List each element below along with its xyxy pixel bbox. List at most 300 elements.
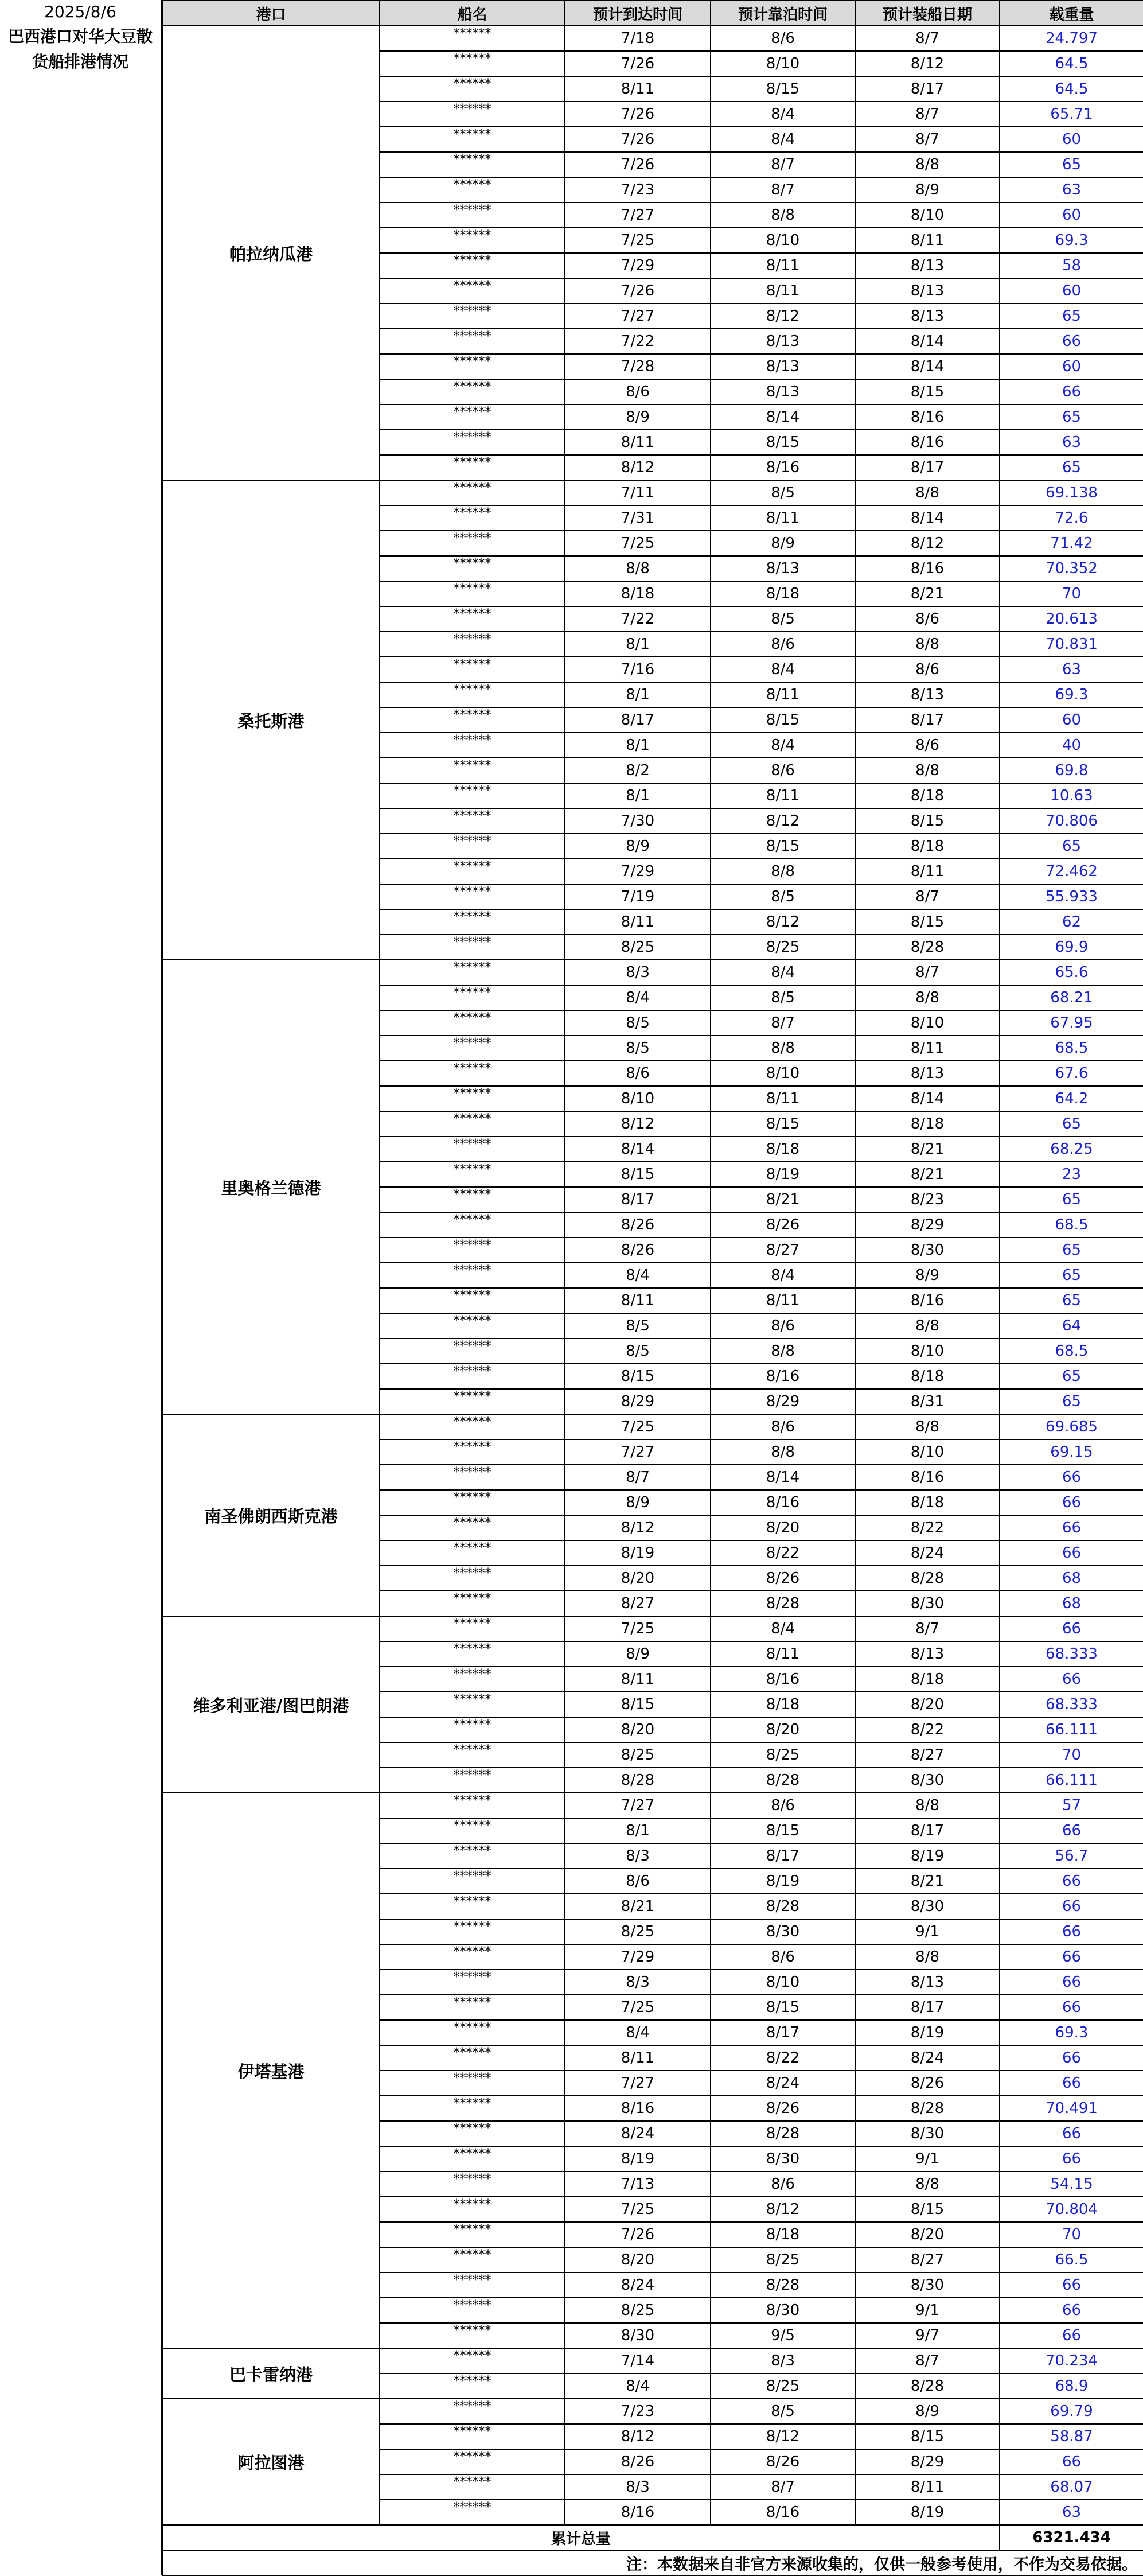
loading-date: 8/10 bbox=[855, 1439, 1000, 1465]
arrival-date: 7/25 bbox=[565, 531, 711, 556]
loading-date: 8/17 bbox=[855, 455, 1000, 480]
tonnage: 70 bbox=[1000, 1742, 1143, 1768]
loading-date: 8/13 bbox=[855, 253, 1000, 278]
loading-date: 8/8 bbox=[855, 632, 1000, 657]
report-title: 巴西港口对华大豆散货船排港情况 bbox=[7, 27, 153, 71]
loading-date: 8/12 bbox=[855, 531, 1000, 556]
ship-name: ****** bbox=[380, 127, 565, 152]
tonnage: 70 bbox=[1000, 2222, 1143, 2247]
arrival-date: 8/3 bbox=[565, 2474, 711, 2500]
berthing-date: 8/28 bbox=[711, 1894, 855, 1919]
tonnage: 67.6 bbox=[1000, 1061, 1143, 1086]
table-row bbox=[162, 2399, 1143, 2424]
arrival-date: 8/11 bbox=[565, 1667, 711, 1692]
berthing-date: 8/22 bbox=[711, 1540, 855, 1566]
arrival-date: 8/17 bbox=[565, 707, 711, 733]
ship-name: ****** bbox=[380, 909, 565, 935]
loading-date: 8/19 bbox=[855, 2020, 1000, 2045]
berthing-date: 8/15 bbox=[711, 1818, 855, 1843]
arrival-date: 8/28 bbox=[565, 1768, 711, 1793]
berthing-date: 8/17 bbox=[711, 1843, 855, 1869]
ship-name: ****** bbox=[380, 26, 565, 51]
loading-date: 8/31 bbox=[855, 1389, 1000, 1414]
berthing-date: 8/6 bbox=[711, 758, 855, 783]
loading-date: 8/28 bbox=[855, 1566, 1000, 1591]
arrival-date: 7/26 bbox=[565, 102, 711, 127]
ship-name: ****** bbox=[380, 2146, 565, 2172]
berthing-date: 8/5 bbox=[711, 480, 855, 505]
arrival-date: 8/1 bbox=[565, 1818, 711, 1843]
table-row bbox=[162, 1793, 1143, 1818]
loading-date: 8/30 bbox=[855, 1238, 1000, 1263]
loading-date: 8/15 bbox=[855, 379, 1000, 404]
tonnage: 66 bbox=[1000, 2449, 1143, 2474]
berthing-date: 8/4 bbox=[711, 102, 855, 127]
tonnage: 55.933 bbox=[1000, 884, 1143, 909]
berthing-date: 8/10 bbox=[711, 228, 855, 253]
loading-date: 8/17 bbox=[855, 1995, 1000, 2020]
ship-name: ****** bbox=[380, 1717, 565, 1742]
arrival-date: 8/17 bbox=[565, 1187, 711, 1212]
schedule-table bbox=[162, 0, 1143, 2576]
tonnage: 70.831 bbox=[1000, 632, 1143, 657]
berthing-date: 8/29 bbox=[711, 1389, 855, 1414]
berthing-date: 8/25 bbox=[711, 2247, 855, 2273]
tonnage: 66 bbox=[1000, 2121, 1143, 2146]
ship-name: ****** bbox=[380, 935, 565, 960]
loading-date: 8/6 bbox=[855, 606, 1000, 632]
berthing-date: 8/11 bbox=[711, 253, 855, 278]
ship-name: ****** bbox=[380, 1490, 565, 1515]
arrival-date: 8/5 bbox=[565, 1313, 711, 1338]
ship-name: ****** bbox=[380, 2222, 565, 2247]
tonnage: 68.5 bbox=[1000, 1338, 1143, 1364]
arrival-date: 7/18 bbox=[565, 26, 711, 51]
tonnage: 68.25 bbox=[1000, 1137, 1143, 1162]
berthing-date: 8/26 bbox=[711, 1566, 855, 1591]
ship-name: ****** bbox=[380, 2323, 565, 2348]
loading-date: 8/10 bbox=[855, 1338, 1000, 1364]
ship-name: ****** bbox=[380, 834, 565, 859]
berthing-date: 8/11 bbox=[711, 1288, 855, 1313]
arrival-date: 8/9 bbox=[565, 1490, 711, 1515]
tonnage: 68.9 bbox=[1000, 2373, 1143, 2399]
loading-date: 8/30 bbox=[855, 2121, 1000, 2146]
tonnage: 60 bbox=[1000, 203, 1143, 228]
ship-name: ****** bbox=[380, 1540, 565, 1566]
ship-name: ****** bbox=[380, 632, 565, 657]
arrival-date: 8/16 bbox=[565, 2096, 711, 2121]
loading-date: 8/21 bbox=[855, 1869, 1000, 1894]
table-body bbox=[162, 26, 1143, 2525]
arrival-date: 8/16 bbox=[565, 2500, 711, 2525]
loading-date: 8/17 bbox=[855, 1818, 1000, 1843]
arrival-date: 7/25 bbox=[565, 1616, 711, 1641]
berthing-date: 8/11 bbox=[711, 1086, 855, 1111]
loading-date: 8/18 bbox=[855, 1490, 1000, 1515]
tonnage: 65 bbox=[1000, 455, 1143, 480]
tonnage: 66.5 bbox=[1000, 2247, 1143, 2273]
arrival-date: 8/12 bbox=[565, 455, 711, 480]
arrival-date: 7/27 bbox=[565, 203, 711, 228]
report-date: 2025/8/6 bbox=[44, 2, 116, 21]
ship-name: ****** bbox=[380, 278, 565, 303]
loading-date: 8/19 bbox=[855, 1843, 1000, 1869]
berthing-date: 8/15 bbox=[711, 834, 855, 859]
ship-name: ****** bbox=[380, 783, 565, 808]
loading-date: 9/1 bbox=[855, 2146, 1000, 2172]
tonnage: 60 bbox=[1000, 707, 1143, 733]
note-row bbox=[162, 2550, 1143, 2575]
ship-name: ****** bbox=[380, 1389, 565, 1414]
tonnage: 69.3 bbox=[1000, 682, 1143, 707]
tonnage: 60 bbox=[1000, 354, 1143, 379]
ship-name: ****** bbox=[380, 455, 565, 480]
ship-name: ****** bbox=[380, 1944, 565, 1970]
berthing-date: 8/4 bbox=[711, 1616, 855, 1641]
loading-date: 8/24 bbox=[855, 1540, 1000, 1566]
loading-date: 8/21 bbox=[855, 1162, 1000, 1187]
port-name: 桑托斯港 bbox=[162, 480, 380, 960]
ship-name: ****** bbox=[380, 1111, 565, 1137]
arrival-date: 8/19 bbox=[565, 1540, 711, 1566]
ship-name: ****** bbox=[380, 1793, 565, 1818]
arrival-date: 8/25 bbox=[565, 2298, 711, 2323]
arrival-date: 7/25 bbox=[565, 1414, 711, 1439]
tonnage: 70.234 bbox=[1000, 2348, 1143, 2373]
header-row bbox=[162, 1, 1143, 26]
tonnage: 66 bbox=[1000, 1515, 1143, 1540]
arrival-date: 8/20 bbox=[565, 2247, 711, 2273]
tonnage: 65.6 bbox=[1000, 960, 1143, 985]
berthing-date: 8/21 bbox=[711, 1187, 855, 1212]
table-row bbox=[162, 26, 1143, 51]
tonnage: 56.7 bbox=[1000, 1843, 1143, 1869]
loading-date: 8/7 bbox=[855, 960, 1000, 985]
loading-date: 8/13 bbox=[855, 1641, 1000, 1667]
tonnage: 66 bbox=[1000, 1667, 1143, 1692]
loading-date: 8/7 bbox=[855, 2348, 1000, 2373]
berthing-date: 8/8 bbox=[711, 1439, 855, 1465]
ship-name: ****** bbox=[380, 51, 565, 76]
tonnage: 72.6 bbox=[1000, 505, 1143, 531]
tonnage: 68.5 bbox=[1000, 1212, 1143, 1238]
loading-date: 9/1 bbox=[855, 2298, 1000, 2323]
berthing-date: 8/10 bbox=[711, 1970, 855, 1995]
tonnage: 69.3 bbox=[1000, 2020, 1143, 2045]
loading-date: 8/9 bbox=[855, 2399, 1000, 2424]
tonnage: 40 bbox=[1000, 733, 1143, 758]
loading-date: 8/7 bbox=[855, 102, 1000, 127]
tonnage: 23 bbox=[1000, 1162, 1143, 1187]
berthing-date: 8/5 bbox=[711, 985, 855, 1010]
ship-name: ****** bbox=[380, 404, 565, 430]
loading-date: 8/12 bbox=[855, 51, 1000, 76]
berthing-date: 8/11 bbox=[711, 278, 855, 303]
tonnage: 66 bbox=[1000, 2298, 1143, 2323]
arrival-date: 8/9 bbox=[565, 1641, 711, 1667]
ship-name: ****** bbox=[380, 1995, 565, 2020]
berthing-date: 8/7 bbox=[711, 1010, 855, 1036]
ship-name: ****** bbox=[380, 1036, 565, 1061]
loading-date: 8/14 bbox=[855, 505, 1000, 531]
ship-name: ****** bbox=[380, 1061, 565, 1086]
tonnage: 66 bbox=[1000, 1540, 1143, 1566]
loading-date: 8/16 bbox=[855, 1288, 1000, 1313]
tonnage: 69.685 bbox=[1000, 1414, 1143, 1439]
tonnage: 63 bbox=[1000, 430, 1143, 455]
loading-date: 8/28 bbox=[855, 2096, 1000, 2121]
berthing-date: 8/10 bbox=[711, 51, 855, 76]
arrival-date: 7/16 bbox=[565, 657, 711, 682]
loading-date: 8/26 bbox=[855, 2071, 1000, 2096]
berthing-date: 8/16 bbox=[711, 455, 855, 480]
ship-name: ****** bbox=[380, 1212, 565, 1238]
arrival-date: 8/15 bbox=[565, 1692, 711, 1717]
arrival-date: 8/6 bbox=[565, 1061, 711, 1086]
arrival-date: 7/31 bbox=[565, 505, 711, 531]
port-name: 南圣佛朗西斯克港 bbox=[162, 1414, 380, 1616]
berthing-date: 8/28 bbox=[711, 2273, 855, 2298]
arrival-date: 8/10 bbox=[565, 1086, 711, 1111]
tonnage: 65 bbox=[1000, 152, 1143, 177]
berthing-date: 8/16 bbox=[711, 1667, 855, 1692]
loading-date: 8/20 bbox=[855, 2222, 1000, 2247]
tonnage: 70.352 bbox=[1000, 556, 1143, 581]
loading-date: 8/8 bbox=[855, 1414, 1000, 1439]
loading-date: 8/11 bbox=[855, 228, 1000, 253]
ship-name: ****** bbox=[380, 1313, 565, 1338]
tonnage: 66 bbox=[1000, 379, 1143, 404]
loading-date: 8/13 bbox=[855, 1970, 1000, 1995]
loading-date: 8/28 bbox=[855, 935, 1000, 960]
arrival-date: 8/4 bbox=[565, 2020, 711, 2045]
arrival-date: 8/26 bbox=[565, 1238, 711, 1263]
loading-date: 8/15 bbox=[855, 808, 1000, 834]
berthing-date: 8/11 bbox=[711, 783, 855, 808]
ship-name: ****** bbox=[380, 581, 565, 606]
berthing-date: 8/4 bbox=[711, 960, 855, 985]
arrival-date: 7/26 bbox=[565, 127, 711, 152]
loading-date: 8/7 bbox=[855, 884, 1000, 909]
tonnage: 69.79 bbox=[1000, 2399, 1143, 2424]
berthing-date: 8/7 bbox=[711, 152, 855, 177]
loading-date: 8/27 bbox=[855, 1742, 1000, 1768]
tonnage: 68.333 bbox=[1000, 1641, 1143, 1667]
header-ship-name: 船名 bbox=[380, 1, 565, 26]
ship-name: ****** bbox=[380, 2096, 565, 2121]
ship-name: ****** bbox=[380, 2424, 565, 2449]
berthing-date: 8/14 bbox=[711, 1465, 855, 1490]
berthing-date: 8/6 bbox=[711, 2172, 855, 2197]
arrival-date: 8/4 bbox=[565, 2373, 711, 2399]
berthing-date: 8/15 bbox=[711, 707, 855, 733]
berthing-date: 8/6 bbox=[711, 1944, 855, 1970]
ship-name: ****** bbox=[380, 2348, 565, 2373]
table-row bbox=[162, 480, 1143, 505]
ship-name: ****** bbox=[380, 2020, 565, 2045]
berthing-date: 8/8 bbox=[711, 859, 855, 884]
berthing-date: 8/7 bbox=[711, 177, 855, 203]
berthing-date: 8/11 bbox=[711, 505, 855, 531]
berthing-date: 8/30 bbox=[711, 2298, 855, 2323]
ship-name: ****** bbox=[380, 1591, 565, 1616]
ship-name: ****** bbox=[380, 2071, 565, 2096]
ship-name: ****** bbox=[380, 2247, 565, 2273]
berthing-date: 8/3 bbox=[711, 2348, 855, 2373]
arrival-date: 8/14 bbox=[565, 1137, 711, 1162]
arrival-date: 8/6 bbox=[565, 379, 711, 404]
tonnage: 68.07 bbox=[1000, 2474, 1143, 2500]
ship-name: ****** bbox=[380, 1238, 565, 1263]
loading-date: 8/13 bbox=[855, 682, 1000, 707]
arrival-date: 7/23 bbox=[565, 177, 711, 203]
loading-date: 8/17 bbox=[855, 76, 1000, 102]
tonnage: 69.3 bbox=[1000, 228, 1143, 253]
arrival-date: 8/26 bbox=[565, 2449, 711, 2474]
loading-date: 8/30 bbox=[855, 1894, 1000, 1919]
berthing-date: 8/20 bbox=[711, 1717, 855, 1742]
berthing-date: 8/22 bbox=[711, 2045, 855, 2071]
berthing-date: 8/15 bbox=[711, 430, 855, 455]
ship-name: ****** bbox=[380, 228, 565, 253]
berthing-date: 8/12 bbox=[711, 909, 855, 935]
loading-date: 8/7 bbox=[855, 26, 1000, 51]
arrival-date: 8/1 bbox=[565, 632, 711, 657]
loading-date: 8/15 bbox=[855, 909, 1000, 935]
berthing-date: 8/17 bbox=[711, 2020, 855, 2045]
tonnage: 68 bbox=[1000, 1566, 1143, 1591]
berthing-date: 8/25 bbox=[711, 2373, 855, 2399]
tonnage: 65 bbox=[1000, 404, 1143, 430]
berthing-date: 8/12 bbox=[711, 2197, 855, 2222]
tonnage: 66 bbox=[1000, 2071, 1143, 2096]
ship-name: ****** bbox=[380, 1338, 565, 1364]
port-name: 伊塔基港 bbox=[162, 1793, 380, 2348]
arrival-date: 8/1 bbox=[565, 682, 711, 707]
berthing-date: 8/25 bbox=[711, 935, 855, 960]
ship-name: ****** bbox=[380, 733, 565, 758]
arrival-date: 8/25 bbox=[565, 1742, 711, 1768]
ship-name: ****** bbox=[380, 1818, 565, 1843]
ship-name: ****** bbox=[380, 1364, 565, 1389]
loading-date: 8/18 bbox=[855, 1364, 1000, 1389]
berthing-date: 8/6 bbox=[711, 1793, 855, 1818]
schedule-table-container bbox=[162, 0, 1143, 2575]
tonnage: 20.613 bbox=[1000, 606, 1143, 632]
arrival-date: 8/26 bbox=[565, 1212, 711, 1238]
berthing-date: 8/24 bbox=[711, 2071, 855, 2096]
loading-date: 8/17 bbox=[855, 707, 1000, 733]
tonnage: 66 bbox=[1000, 1869, 1143, 1894]
tonnage: 69.8 bbox=[1000, 758, 1143, 783]
ship-name: ****** bbox=[380, 758, 565, 783]
berthing-date: 8/26 bbox=[711, 2096, 855, 2121]
berthing-date: 8/15 bbox=[711, 76, 855, 102]
tonnage: 66 bbox=[1000, 1894, 1143, 1919]
berthing-date: 8/7 bbox=[711, 2474, 855, 2500]
table-row bbox=[162, 1616, 1143, 1641]
tonnage: 65.71 bbox=[1000, 102, 1143, 127]
ship-name: ****** bbox=[380, 2045, 565, 2071]
loading-date: 8/8 bbox=[855, 2172, 1000, 2197]
arrival-date: 8/15 bbox=[565, 1364, 711, 1389]
berthing-date: 8/18 bbox=[711, 1137, 855, 1162]
table-row bbox=[162, 2348, 1143, 2373]
arrival-date: 7/25 bbox=[565, 228, 711, 253]
berthing-date: 8/13 bbox=[711, 556, 855, 581]
berthing-date: 8/18 bbox=[711, 2222, 855, 2247]
loading-date: 8/18 bbox=[855, 1111, 1000, 1137]
tonnage: 69.9 bbox=[1000, 935, 1143, 960]
loading-date: 8/23 bbox=[855, 1187, 1000, 1212]
arrival-date: 8/30 bbox=[565, 2323, 711, 2348]
arrival-date: 8/3 bbox=[565, 1843, 711, 1869]
arrival-date: 8/1 bbox=[565, 733, 711, 758]
loading-date: 8/10 bbox=[855, 203, 1000, 228]
tonnage: 66 bbox=[1000, 1995, 1143, 2020]
ship-name: ****** bbox=[380, 2449, 565, 2474]
total-row bbox=[162, 2525, 1143, 2550]
arrival-date: 8/12 bbox=[565, 1515, 711, 1540]
berthing-date: 8/6 bbox=[711, 632, 855, 657]
berthing-date: 8/27 bbox=[711, 1238, 855, 1263]
loading-date: 8/16 bbox=[855, 404, 1000, 430]
berthing-date: 8/13 bbox=[711, 329, 855, 354]
berthing-date: 8/13 bbox=[711, 379, 855, 404]
berthing-date: 8/5 bbox=[711, 606, 855, 632]
ship-name: ****** bbox=[380, 2474, 565, 2500]
ship-name: ****** bbox=[380, 430, 565, 455]
arrival-date: 7/22 bbox=[565, 606, 711, 632]
berthing-date: 8/15 bbox=[711, 1111, 855, 1137]
arrival-date: 8/7 bbox=[565, 1465, 711, 1490]
side-panel bbox=[0, 0, 162, 2575]
ship-name: ****** bbox=[380, 1667, 565, 1692]
tonnage: 68.21 bbox=[1000, 985, 1143, 1010]
ship-name: ****** bbox=[380, 379, 565, 404]
port-name: 维多利亚港/图巴朗港 bbox=[162, 1616, 380, 1793]
ship-name: ****** bbox=[380, 1515, 565, 1540]
ship-name: ****** bbox=[380, 1616, 565, 1641]
arrival-date: 8/25 bbox=[565, 935, 711, 960]
berthing-date: 8/18 bbox=[711, 1692, 855, 1717]
ship-name: ****** bbox=[380, 76, 565, 102]
arrival-date: 8/4 bbox=[565, 1263, 711, 1288]
table-row bbox=[162, 960, 1143, 985]
ship-name: ****** bbox=[380, 606, 565, 632]
loading-date: 8/27 bbox=[855, 2247, 1000, 2273]
berthing-date: 8/13 bbox=[711, 354, 855, 379]
port-name: 巴卡雷纳港 bbox=[162, 2348, 380, 2399]
berthing-date: 8/4 bbox=[711, 657, 855, 682]
loading-date: 8/10 bbox=[855, 1010, 1000, 1036]
ship-name: ****** bbox=[380, 1414, 565, 1439]
tonnage: 69.138 bbox=[1000, 480, 1143, 505]
berthing-date: 8/30 bbox=[711, 2146, 855, 2172]
tonnage: 70.806 bbox=[1000, 808, 1143, 834]
loading-date: 8/9 bbox=[855, 1263, 1000, 1288]
loading-date: 8/16 bbox=[855, 556, 1000, 581]
berthing-date: 8/28 bbox=[711, 1768, 855, 1793]
tonnage: 66 bbox=[1000, 1490, 1143, 1515]
loading-date: 8/21 bbox=[855, 1137, 1000, 1162]
ship-name: ****** bbox=[380, 884, 565, 909]
loading-date: 8/11 bbox=[855, 2474, 1000, 2500]
arrival-date: 7/30 bbox=[565, 808, 711, 834]
arrival-date: 8/29 bbox=[565, 1389, 711, 1414]
arrival-date: 7/19 bbox=[565, 884, 711, 909]
